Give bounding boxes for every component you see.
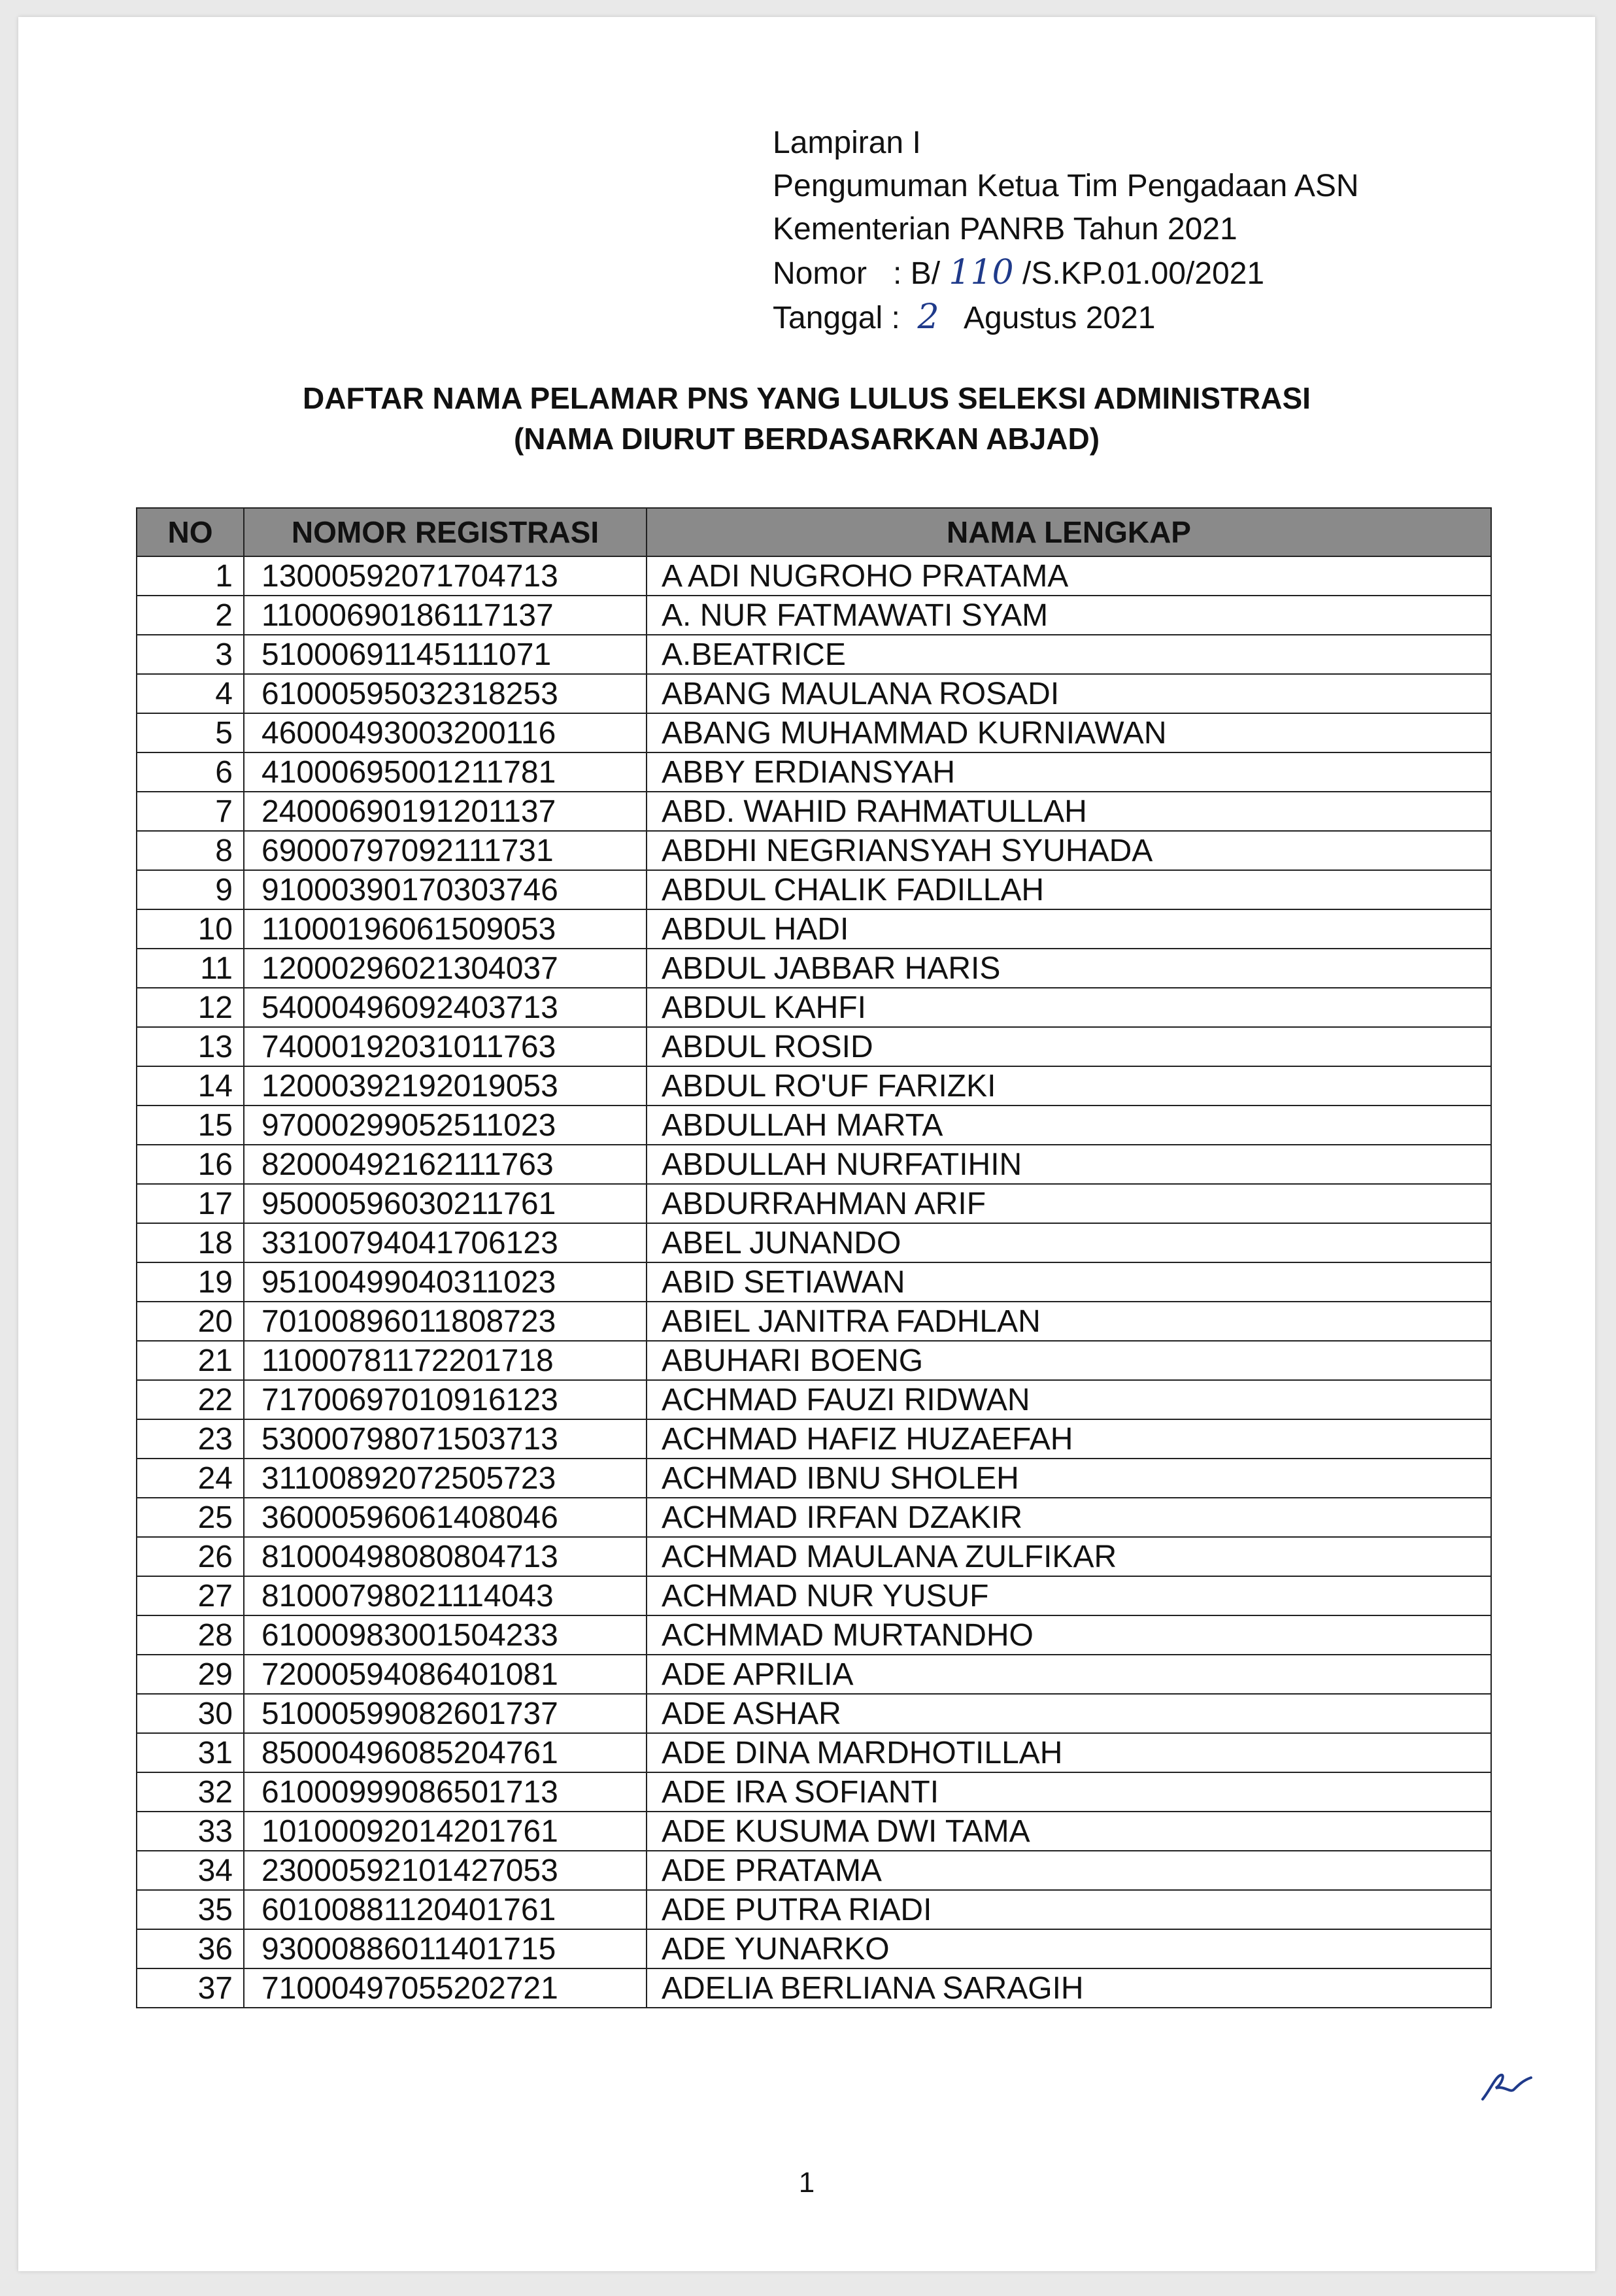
registration-number: 95000596030211761 xyxy=(244,1184,647,1223)
full-name: ABDUL CHALIK FADILLAH xyxy=(647,870,1491,909)
table-row xyxy=(137,1968,1491,2008)
registration-number: 31100892072505723 xyxy=(244,1459,647,1498)
row-no: 25 xyxy=(137,1498,244,1537)
full-name: ACHMAD FAUZI RIDWAN xyxy=(647,1380,1491,1419)
table-row xyxy=(137,556,1491,596)
announcement-title: Pengumuman Ketua Tim Pengadaan ASN xyxy=(773,169,1359,203)
page-number: 1 xyxy=(798,2167,815,2199)
registration-number: 12000392192019053 xyxy=(244,1066,647,1106)
attachment-label: Lampiran I xyxy=(773,126,921,160)
full-name: ACHMAD IBNU SHOLEH xyxy=(647,1459,1491,1498)
full-name: ADE APRILIA xyxy=(647,1655,1491,1694)
registration-number: 10100092014201761 xyxy=(244,1812,647,1851)
registration-number: 93000886011401715 xyxy=(244,1929,647,1968)
registration-number: 12000296021304037 xyxy=(244,949,647,988)
row-no: 19 xyxy=(137,1262,244,1302)
registration-number: 33100794041706123 xyxy=(244,1223,647,1262)
full-name: ADE YUNARKO xyxy=(647,1929,1491,1968)
table-row xyxy=(137,870,1491,909)
document-page xyxy=(18,17,1595,2271)
full-name: ADE PRATAMA xyxy=(647,1851,1491,1890)
registration-number: 71000497055202721 xyxy=(244,1968,647,2008)
registration-number: 82000492162111763 xyxy=(244,1145,647,1184)
full-name: ABDUL KAHFI xyxy=(647,988,1491,1027)
row-no: 27 xyxy=(137,1576,244,1615)
table-row xyxy=(137,1341,1491,1380)
full-name: ABDHI NEGRIANSYAH SYUHADA xyxy=(647,831,1491,870)
title-line-2: (NAMA DIURUT BERDASARKAN ABJAD) xyxy=(513,422,1100,456)
row-no: 35 xyxy=(137,1890,244,1929)
row-no: 24 xyxy=(137,1459,244,1498)
registration-number: 54000496092403713 xyxy=(244,988,647,1027)
full-name: ABDULLAH NURFATIHIN xyxy=(647,1145,1491,1184)
registration-number: 36000596061408046 xyxy=(244,1498,647,1537)
row-no: 26 xyxy=(137,1537,244,1576)
registration-number: 51000599082601737 xyxy=(244,1694,647,1733)
full-name: ADE PUTRA RIADI xyxy=(647,1890,1491,1929)
row-no: 3 xyxy=(137,635,244,674)
table-row xyxy=(137,1380,1491,1419)
registration-number: 81000498080804713 xyxy=(244,1537,647,1576)
full-name: ABUHARI BOENG xyxy=(647,1341,1491,1380)
row-no: 17 xyxy=(137,1184,244,1223)
ministry-year: Kementerian PANRB Tahun 2021 xyxy=(773,212,1237,246)
table-row xyxy=(137,1851,1491,1890)
registration-number: 85000496085204761 xyxy=(244,1733,647,1772)
table-row xyxy=(137,713,1491,752)
table-row xyxy=(137,596,1491,635)
table-row xyxy=(137,949,1491,988)
row-no: 29 xyxy=(137,1655,244,1694)
table-row xyxy=(137,1733,1491,1772)
table-row xyxy=(137,909,1491,949)
registration-number: 24000690191201137 xyxy=(244,792,647,831)
row-no: 33 xyxy=(137,1812,244,1851)
row-no: 8 xyxy=(137,831,244,870)
table-row xyxy=(137,1066,1491,1106)
row-no: 2 xyxy=(137,596,244,635)
full-name: A.BEATRICE xyxy=(647,635,1491,674)
table-row xyxy=(137,1694,1491,1733)
row-no: 9 xyxy=(137,870,244,909)
table-row xyxy=(137,1184,1491,1223)
registration-number: 23000592101427053 xyxy=(244,1851,647,1890)
full-name: ABANG MAULANA ROSADI xyxy=(647,674,1491,713)
registration-number: 11000690186117137 xyxy=(244,596,647,635)
full-name: ACHMAD IRFAN DZAKIR xyxy=(647,1498,1491,1537)
row-no: 28 xyxy=(137,1615,244,1655)
registration-number: 11000781172201718 xyxy=(244,1341,647,1380)
row-no: 5 xyxy=(137,713,244,752)
letter-number-prefix: Nomor : B/ xyxy=(773,256,949,291)
row-no: 4 xyxy=(137,674,244,713)
table-row xyxy=(137,1929,1491,1968)
table-row xyxy=(137,1655,1491,1694)
row-no: 23 xyxy=(137,1419,244,1459)
letter-date-handwritten: 2 xyxy=(917,297,939,337)
table-row xyxy=(137,1812,1491,1851)
row-no: 1 xyxy=(137,556,244,596)
row-no: 15 xyxy=(137,1106,244,1145)
table-row xyxy=(137,1419,1491,1459)
row-no: 7 xyxy=(137,792,244,831)
full-name: ADE ASHAR xyxy=(647,1694,1491,1733)
row-no: 20 xyxy=(137,1302,244,1341)
full-name: ABDUL RO'UF FARIZKI xyxy=(647,1066,1491,1106)
table-row xyxy=(137,752,1491,792)
full-name: ABD. WAHID RAHMATULLAH xyxy=(647,792,1491,831)
header-no: NO xyxy=(137,508,244,556)
initials-signature xyxy=(1476,2063,1535,2109)
row-no: 22 xyxy=(137,1380,244,1419)
full-name: ADE IRA SOFIANTI xyxy=(647,1772,1491,1812)
table-row xyxy=(137,1106,1491,1145)
header-full-name: NAMA LENGKAP xyxy=(647,508,1491,556)
letter-date-suffix: Agustus 2021 xyxy=(939,301,1156,335)
attachment-header xyxy=(773,122,1359,340)
full-name: A ADI NUGROHO PRATAMA xyxy=(647,556,1491,596)
full-name: ABDURRAHMAN ARIF xyxy=(647,1184,1491,1223)
table-row xyxy=(137,1027,1491,1066)
row-no: 16 xyxy=(137,1145,244,1184)
registration-number: 51000691145111071 xyxy=(244,635,647,674)
registration-number: 71700697010916123 xyxy=(244,1380,647,1419)
full-name: A. NUR FATMAWATI SYAM xyxy=(647,596,1491,635)
row-no: 36 xyxy=(137,1929,244,1968)
full-name: ADE KUSUMA DWI TAMA xyxy=(647,1812,1491,1851)
header-registration-number: NOMOR REGISTRASI xyxy=(244,508,647,556)
table-row xyxy=(137,1262,1491,1302)
letter-number-handwritten: 110 xyxy=(949,253,1014,292)
letter-date xyxy=(773,295,1359,340)
table-row xyxy=(137,792,1491,831)
registration-number: 91000390170303746 xyxy=(244,870,647,909)
full-name: ABEL JUNANDO xyxy=(647,1223,1491,1262)
table-row xyxy=(137,831,1491,870)
registration-number: 61000999086501713 xyxy=(244,1772,647,1812)
table-row xyxy=(137,1459,1491,1498)
row-no: 11 xyxy=(137,949,244,988)
registration-number: 46000493003200116 xyxy=(244,713,647,752)
full-name: ADE DINA MARDHOTILLAH xyxy=(647,1733,1491,1772)
row-no: 32 xyxy=(137,1772,244,1812)
table-row xyxy=(137,1145,1491,1184)
table-row xyxy=(137,1537,1491,1576)
registration-number: 60100881120401761 xyxy=(244,1890,647,1929)
full-name: ACHMAD NUR YUSUF xyxy=(647,1576,1491,1615)
letter-number xyxy=(773,251,1359,295)
registration-number: 53000798071503713 xyxy=(244,1419,647,1459)
table-header-row xyxy=(137,508,1491,556)
title-line-1: DAFTAR NAMA PELAMAR PNS YANG LULUS SELEKSI ADMINISTRASI xyxy=(303,381,1311,415)
row-no: 13 xyxy=(137,1027,244,1066)
row-no: 18 xyxy=(137,1223,244,1262)
registration-number: 74000192031011763 xyxy=(244,1027,647,1066)
registration-number: 61000983001504233 xyxy=(244,1615,647,1655)
registration-number: 13000592071704713 xyxy=(244,556,647,596)
registration-number: 61000595032318253 xyxy=(244,674,647,713)
registration-number: 81000798021114043 xyxy=(244,1576,647,1615)
table-row xyxy=(137,1498,1491,1537)
full-name: ABDUL JABBAR HARIS xyxy=(647,949,1491,988)
letter-number-suffix: /S.KP.01.00/2021 xyxy=(1013,256,1265,291)
row-no: 10 xyxy=(137,909,244,949)
full-name: ABDUL ROSID xyxy=(647,1027,1491,1066)
full-name: ABDULLAH MARTA xyxy=(647,1106,1491,1145)
registration-number: 97000299052511023 xyxy=(244,1106,647,1145)
table-body xyxy=(137,556,1491,2008)
full-name: ACHMAD MAULANA ZULFIKAR xyxy=(647,1537,1491,1576)
table-row xyxy=(137,1576,1491,1615)
registration-number: 95100499040311023 xyxy=(244,1262,647,1302)
full-name: ACHMAD HAFIZ HUZAEFAH xyxy=(647,1419,1491,1459)
registration-number: 41000695001211781 xyxy=(244,752,647,792)
full-name: ACHMMAD MURTANDHO xyxy=(647,1615,1491,1655)
table-row xyxy=(137,1302,1491,1341)
row-no: 30 xyxy=(137,1694,244,1733)
full-name: ABIEL JANITRA FADHLAN xyxy=(647,1302,1491,1341)
table-row xyxy=(137,635,1491,674)
row-no: 31 xyxy=(137,1733,244,1772)
row-no: 21 xyxy=(137,1341,244,1380)
document-title xyxy=(18,378,1595,459)
table-row xyxy=(137,674,1491,713)
full-name: ADELIA BERLIANA SARAGIH xyxy=(647,1968,1491,2008)
row-no: 12 xyxy=(137,988,244,1027)
row-no: 6 xyxy=(137,752,244,792)
full-name: ABANG MUHAMMAD KURNIAWAN xyxy=(647,713,1491,752)
row-no: 34 xyxy=(137,1851,244,1890)
row-no: 37 xyxy=(137,1968,244,2008)
letter-date-prefix: Tanggal : xyxy=(773,301,918,335)
row-no: 14 xyxy=(137,1066,244,1106)
registration-number: 72000594086401081 xyxy=(244,1655,647,1694)
table-row xyxy=(137,1223,1491,1262)
table-row xyxy=(137,1615,1491,1655)
table-row xyxy=(137,988,1491,1027)
full-name: ABDUL HADI xyxy=(647,909,1491,949)
registration-number: 70100896011808723 xyxy=(244,1302,647,1341)
registration-number: 69000797092111731 xyxy=(244,831,647,870)
table-row xyxy=(137,1890,1491,1929)
full-name: ABBY ERDIANSYAH xyxy=(647,752,1491,792)
full-name: ABID SETIAWAN xyxy=(647,1262,1491,1302)
applicant-table xyxy=(136,507,1492,2008)
registration-number: 11000196061509053 xyxy=(244,909,647,949)
table-row xyxy=(137,1772,1491,1812)
